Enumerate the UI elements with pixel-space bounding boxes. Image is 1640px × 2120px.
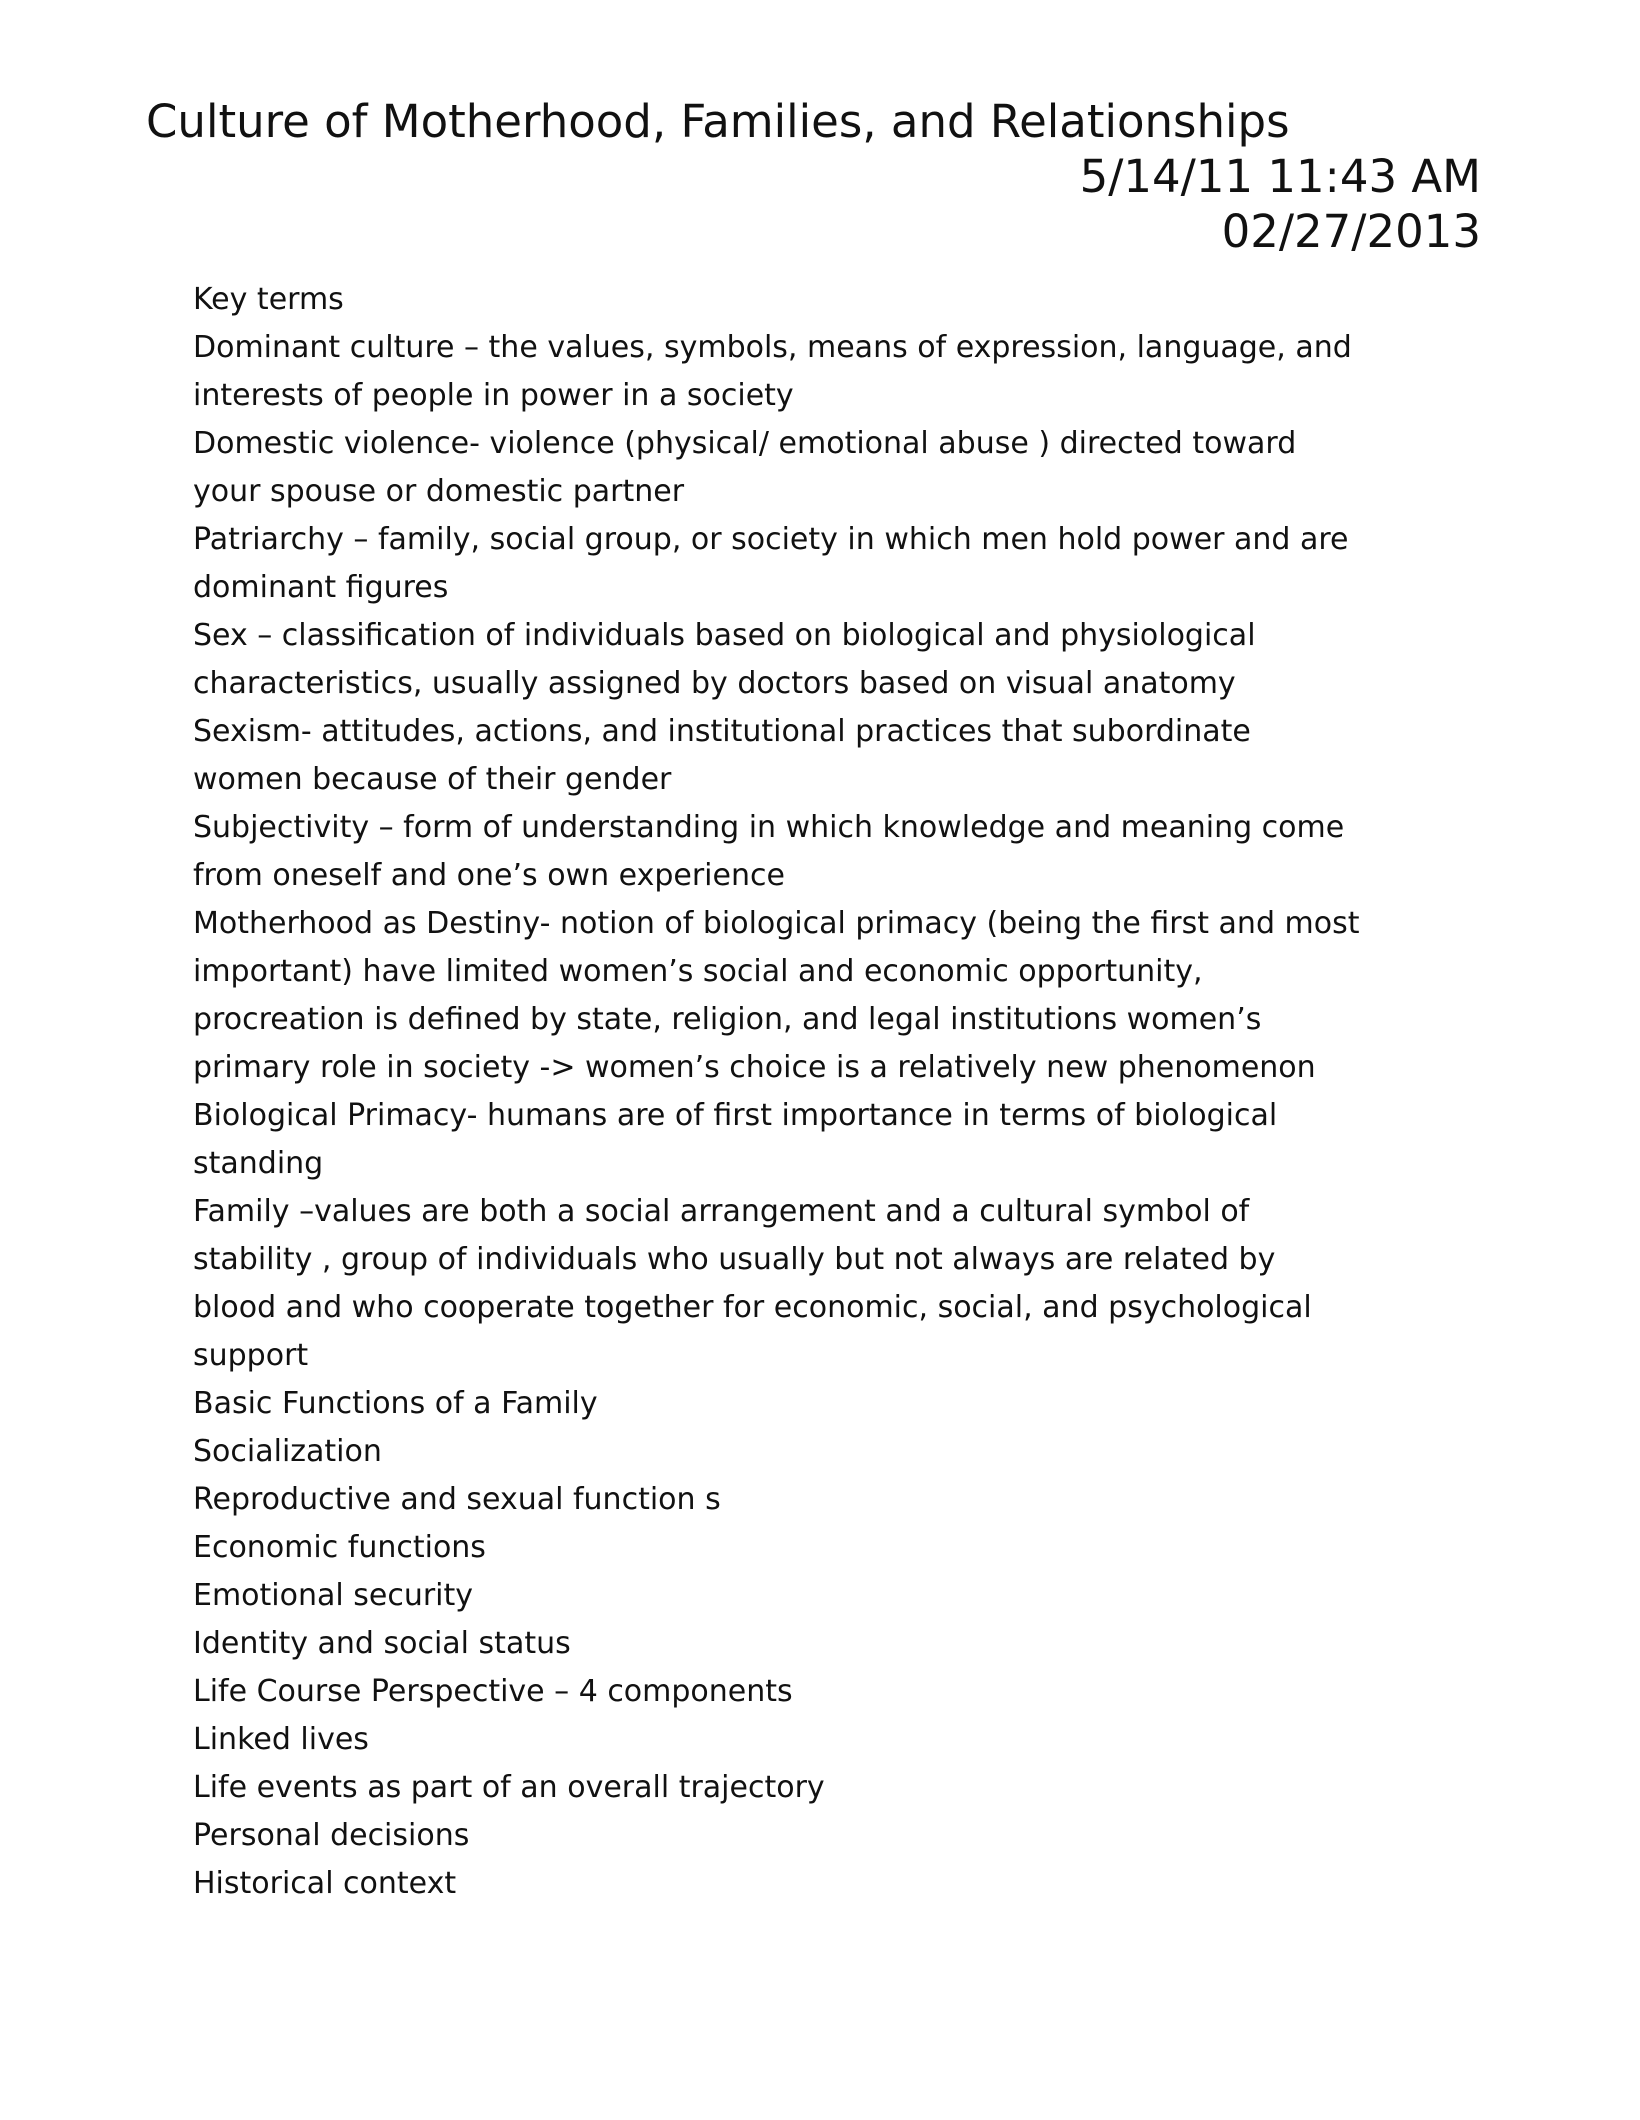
text-line: Domestic violence- violence (physical/ emotional abuse ) directed toward	[193, 426, 1297, 461]
text-line: Sex – classification of individuals based on biological and physiological	[193, 618, 1256, 653]
text-line: Family –values are both a social arrangement and a cultural symbol of	[193, 1194, 1250, 1229]
text-line: characteristics, usually assigned by doctors based on visual anatomy	[193, 666, 1236, 701]
list-item: Socialization	[193, 1434, 382, 1469]
document-date: 02/27/2013	[1221, 205, 1481, 258]
list-item: Identity and social status	[193, 1626, 571, 1661]
text-line: Subjectivity – form of understanding in which knowledge and meaning come	[193, 810, 1345, 845]
text-line: stability , group of individuals who usually but not always are related by	[193, 1242, 1276, 1277]
document-body	[193, 276, 1473, 1908]
text-line: dominant figures	[193, 570, 449, 605]
list-item: Historical context	[193, 1866, 457, 1901]
list-item: Life events as part of an overall trajectory	[193, 1770, 825, 1805]
text-line: Dominant culture – the values, symbols, means of expression, language, and	[193, 330, 1352, 365]
text-line: Biological Primacy- humans are of first importance in terms of biological	[193, 1098, 1278, 1133]
list-item: Personal decisions	[193, 1818, 470, 1853]
list-item: Economic functions	[193, 1530, 486, 1565]
text-line: interests of people in power in a society	[193, 378, 794, 413]
text-line: procreation is defined by state, religion, and legal institutions women’s	[193, 1002, 1262, 1037]
text-line: women because of their gender	[193, 762, 672, 797]
text-line: Patriarchy – family, social group, or society in which men hold power and are	[193, 522, 1349, 557]
text-line: Sexism- attitudes, actions, and institutional practices that subordinate	[193, 714, 1251, 749]
text-line: primary role in society -> women’s choice is a relatively new phenomenon	[193, 1050, 1316, 1085]
text-line: important) have limited women’s social and economic opportunity,	[193, 954, 1203, 989]
text-line: standing	[193, 1146, 324, 1181]
text-line: from oneself and one’s own experience	[193, 858, 785, 893]
document-title: Culture of Motherhood, Families, and Relationships	[146, 95, 1290, 148]
text-line: support	[193, 1338, 309, 1373]
list-item: Reproductive and sexual function s	[193, 1482, 721, 1517]
text-line: blood and who cooperate together for economic, social, and psychological	[193, 1290, 1312, 1325]
section-heading-key-terms: Key terms	[193, 282, 344, 317]
list-item: Emotional security	[193, 1578, 474, 1613]
document-timestamp: 5/14/11 11:43 AM	[1079, 150, 1481, 203]
text-line: your spouse or domestic partner	[193, 474, 685, 509]
text-line: Motherhood as Destiny- notion of biological primacy (being the first and most	[193, 906, 1360, 941]
section-heading-basic-functions: Basic Functions of a Family	[193, 1386, 598, 1421]
section-heading-life-course: Life Course Perspective – 4 components	[193, 1674, 793, 1709]
list-item: Linked lives	[193, 1722, 369, 1757]
